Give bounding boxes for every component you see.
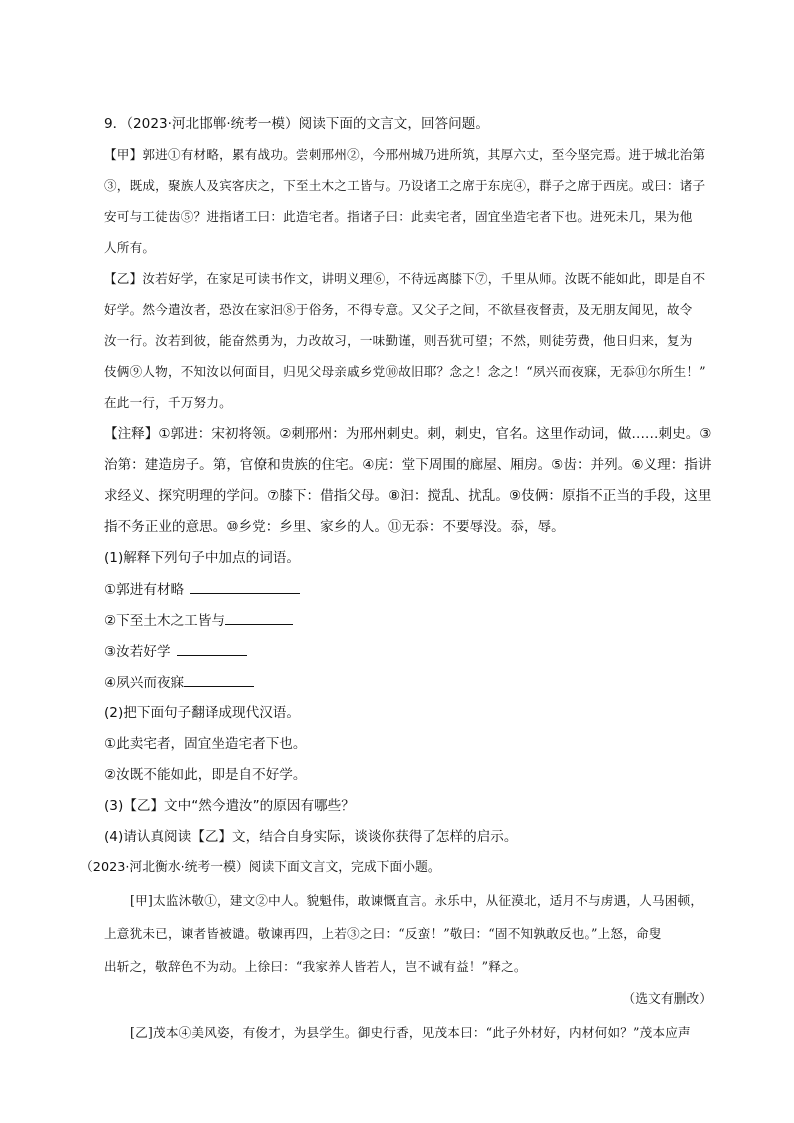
passage-yi-line: 在此一行，千万努力。 — [104, 395, 232, 410]
sub-question-3: (3)【乙】文中“然今遣汝”的原因有哪些？ — [104, 798, 355, 814]
annotation-line: 求经义、探究明理的学问。⑦膝下：借指父母。⑧汩：搅乱、扰乱。⑨伎俩：原指不正当的手段，这里 — [104, 488, 712, 504]
item-text: ④夙兴而夜寐 — [104, 675, 185, 691]
annotation-line: 治第：建造房子。第，官僚和贵族的住宅。④庑：堂下周围的廊屋、厢房。⑤齿：并列。⑥义理：指讲 — [104, 457, 712, 473]
sub-question-1-item — [104, 579, 300, 600]
sub-question-1-prompt: (1)解释下列句子中加点的词语。 — [104, 550, 300, 566]
item-text: ②下至土木之工皆与 — [104, 613, 225, 629]
passage-jia-line: [甲]太监沐敬①，建文②中人。貌魁伟，敢谏慨直言。永乐中，从征漠北，适月不与虏遇，人马困顿， — [130, 893, 704, 908]
annotation-line: 【注释】①郭进：宋初将领。②刺邢州：为邢州刺史。刺，刺史，官名。这里作动词，做……刺史。③ — [104, 426, 712, 442]
sub-question-1-item — [104, 641, 247, 662]
answer-blank[interactable] — [190, 579, 300, 594]
passage-yi-line: 【乙】汝若好学，在家足可读书作文，讲明义理⑥，不待远离膝下⑦，千里从师。汝既不能如此，即是自不 — [104, 271, 706, 286]
sub-question-4: (4)请认真阅读【乙】文，结合自身实际，谈谈你获得了怎样的启示。 — [104, 829, 518, 845]
annotation-line: 指不务正业的意思。⑩乡党：乡里、家乡的人。⑪无忝：不要辱没。忝，辱。 — [104, 519, 565, 535]
passage-jia-line: 【甲】郭进①有材略，累有战功。尝刺邢州②，今邢州城乃进所筑，其厚六丈，至今坚完焉。进于城北治第 — [104, 147, 706, 162]
answer-blank[interactable] — [225, 610, 293, 625]
passage-yi-line: [乙]茂本④美风姿，有俊才，为县学生。御史行香，见茂本曰：“此子外材好，内材何如？”茂本应声 — [130, 1025, 691, 1040]
answer-blank[interactable] — [177, 641, 247, 656]
sub-question-2-item: ②汝既不能如此，即是自不好学。 — [104, 767, 307, 783]
sub-question-2-item: ①此卖宅者，固宜坐造宅者下也。 — [104, 736, 307, 752]
sub-question-1-item — [104, 672, 254, 693]
passage-yi-line: 伎俩⑨人物，不知汝以何面目，归见父母亲戚乡党⑩故旧耶？念之！念之！“夙兴而夜寐，无忝⑪尔所生！” — [104, 364, 706, 379]
passage-jia-line: 上意犹未已，谏者皆被谴。敬谏再四，上若③之曰：“反蛮！”敬曰：“固不知孰敢反也。”上怒，命叟 — [104, 926, 662, 941]
item-text: ③汝若好学 — [104, 644, 171, 660]
item-text: ①郭进有材略 — [104, 582, 185, 598]
passage-jia-line: 出斩之，敬辞色不为动。上徐曰：“我家养人皆若人，岂不诚有益！”释之。 — [104, 959, 527, 974]
passage-jia-line: 安可与工徒齿⑤？进指诸工曰：此造宅者。指诸子曰：此卖宅者，固宜坐造宅者下也。进死未几，果为他 — [104, 209, 693, 224]
passage-jia-line: ③，既成，聚族人及宾客庆之，下至土木之工皆与。乃设诸工之席于东庑④，群子之席于西庑。或曰：诸子 — [104, 178, 706, 193]
sub-question-2-prompt: (2)把下面句子翻译成现代汉语。 — [104, 705, 300, 721]
question-9-intro: 9．（2023·河北邯郸·统考一模）阅读下面的文言文，回答问题。 — [104, 116, 489, 132]
passage-yi-line: 汝一行。汝若到彼，能奋然勇为，力改故习，一味勤谨，则吾犹可望；不然，则徒劳费，他日归来，复为 — [104, 333, 693, 348]
sub-question-1-item — [104, 610, 293, 631]
question-10-intro: （2023·河北衡水·统考一模）阅读下面文言文，完成下面小题。 — [80, 860, 441, 875]
source-note: （选文有删改） — [622, 992, 712, 1007]
answer-blank[interactable] — [184, 672, 254, 687]
passage-yi-line: 好学。然今遣汝者，恐汝在家汩⑧于俗务，不得专意。又父子之间，不欲昼夜督责，及无朋友闻见，故令 — [104, 302, 693, 317]
passage-jia-line: 人所有。 — [104, 240, 156, 255]
